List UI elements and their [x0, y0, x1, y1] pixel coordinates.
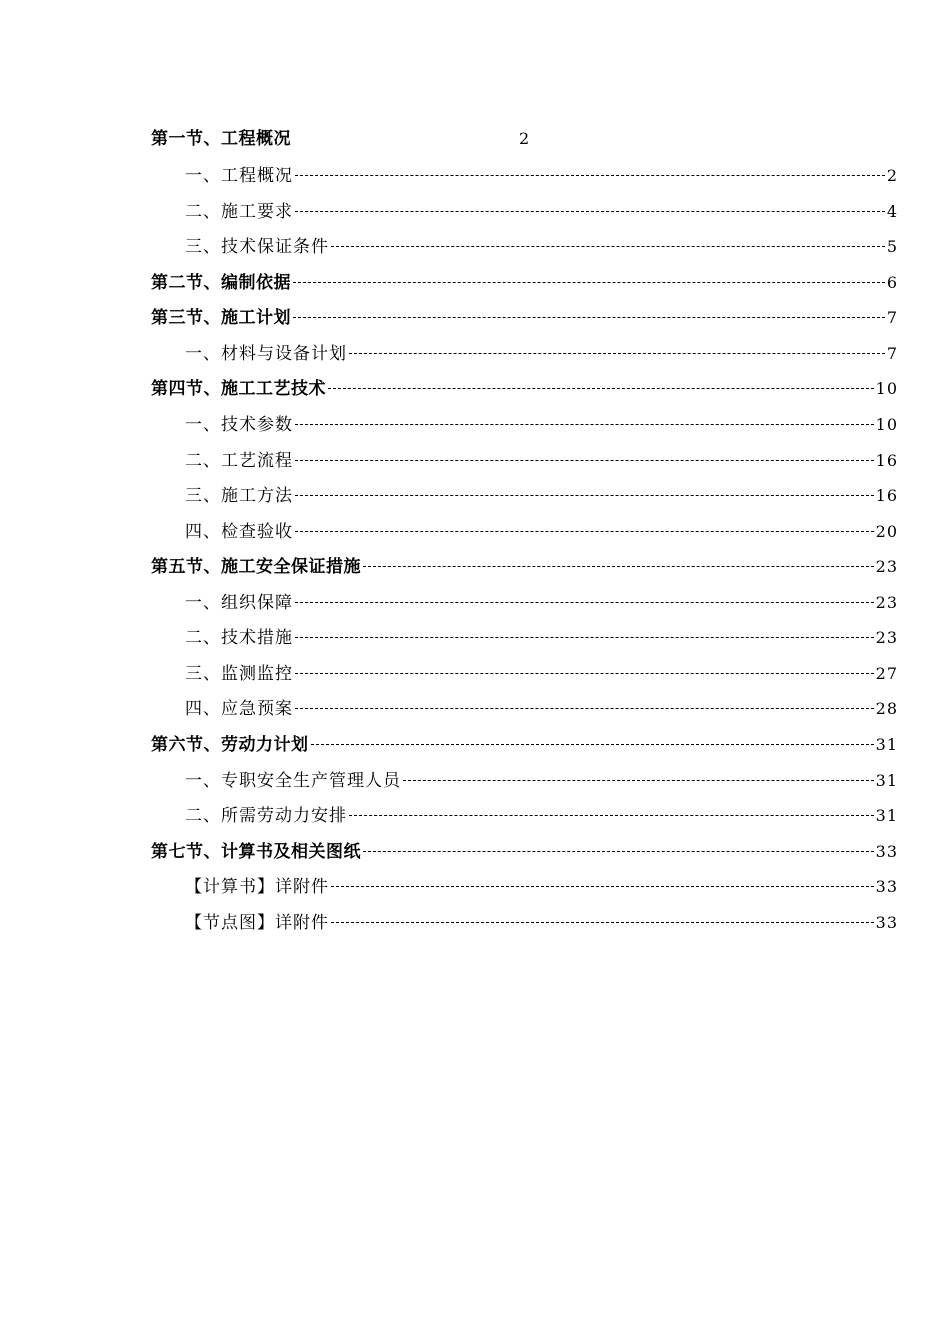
toc-entry-page-number: 33 [875, 842, 898, 861]
toc-entry[interactable] [185, 694, 898, 720]
toc-entry[interactable] [185, 339, 898, 365]
toc-entry-label: 一、工程概况 [185, 166, 293, 186]
dotted-leader [403, 780, 874, 781]
dotted-leader [363, 566, 874, 567]
dotted-leader [293, 282, 885, 283]
dotted-leader [349, 815, 874, 816]
toc-entry-section[interactable] [151, 552, 898, 578]
toc-entry[interactable] [185, 801, 898, 827]
toc-entry-section[interactable] [151, 837, 898, 863]
toc-entry-page-number: 2 [519, 129, 530, 148]
dotted-leader [331, 886, 874, 887]
toc-entry-page-number: 31 [875, 735, 898, 754]
toc-entry-page-number: 6 [886, 273, 898, 292]
toc-entry-label: 四、应急预案 [185, 699, 293, 719]
toc-entry-label: 二、施工要求 [185, 202, 293, 222]
toc-entry[interactable] [185, 623, 898, 649]
toc-entry[interactable] [185, 232, 898, 258]
toc-entry-label: 一、技术参数 [185, 415, 293, 435]
toc-entry-label: 三、技术保证条件 [185, 237, 329, 257]
dotted-leader [295, 673, 874, 674]
toc-entry-label: 二、所需劳动力安排 [185, 806, 347, 826]
dotted-leader [295, 531, 874, 532]
toc-entry-label: 【计算书】详附件 [185, 877, 329, 897]
dotted-leader [293, 317, 885, 318]
toc-entry-label: 第五节、施工安全保证措施 [151, 557, 361, 577]
dotted-leader [311, 744, 874, 745]
dotted-leader [295, 460, 874, 461]
toc-entry-page-number: 10 [875, 379, 898, 398]
toc-entry-page-number: 5 [886, 237, 898, 256]
dotted-leader [331, 246, 885, 247]
dotted-leader [328, 388, 874, 389]
dotted-leader [295, 602, 874, 603]
dotted-leader [295, 708, 874, 709]
toc-entry-label: 三、监测监控 [185, 664, 293, 684]
dotted-leader [295, 424, 874, 425]
dotted-leader [295, 211, 885, 212]
toc-entry-label: 【节点图】详附件 [185, 913, 329, 933]
toc-entry-page-number: 23 [875, 593, 898, 612]
toc-entry-label: 一、专职安全生产管理人员 [185, 771, 401, 791]
toc-entry[interactable] [185, 197, 898, 223]
toc-entry-label: 第四节、施工工艺技术 [151, 379, 326, 399]
toc-entry-page-number: 23 [875, 628, 898, 647]
toc-entry-label: 第三节、施工计划 [151, 308, 291, 328]
toc-entry-section[interactable] [151, 730, 898, 756]
toc-entry[interactable] [185, 481, 898, 507]
toc-entry-page-number: 28 [875, 699, 898, 718]
toc-entry-label: 一、材料与设备计划 [185, 344, 347, 364]
toc-entry-page-number: 31 [875, 771, 898, 790]
toc-entry-page-number: 31 [875, 806, 898, 825]
toc-entry-page-number: 33 [875, 913, 898, 932]
toc-entry-section[interactable] [151, 303, 898, 329]
toc-entry-section[interactable] [151, 268, 898, 294]
toc-entry-label: 第一节、工程概况 [151, 129, 291, 149]
toc-entry-label: 四、检查验收 [185, 522, 293, 542]
toc-entry-section[interactable] [151, 374, 898, 400]
toc-entry[interactable] [185, 588, 898, 614]
dotted-leader [363, 851, 874, 852]
toc-entry-page-number: 16 [875, 486, 898, 505]
toc-entry-label: 第七节、计算书及相关图纸 [151, 842, 361, 862]
toc-entry-page-number: 4 [886, 202, 898, 221]
toc-entry-label: 二、工艺流程 [185, 451, 293, 471]
dotted-leader [295, 495, 874, 496]
toc-entry[interactable] [185, 161, 898, 187]
toc-entry[interactable] [185, 908, 898, 934]
toc-entry[interactable] [185, 446, 898, 472]
toc-entry[interactable] [185, 659, 898, 685]
toc-entry[interactable] [185, 766, 898, 792]
toc-entry-page-number: 23 [875, 557, 898, 576]
toc-entry-label: 第六节、劳动力计划 [151, 735, 309, 755]
dotted-leader [295, 637, 874, 638]
dotted-leader [349, 353, 885, 354]
dotted-leader [295, 175, 885, 176]
toc-entry-label: 第二节、编制依据 [151, 273, 291, 293]
dotted-leader [331, 922, 874, 923]
toc-entry-page-number: 2 [886, 166, 898, 185]
toc-entry[interactable] [185, 517, 898, 543]
toc-entry-page-number: 20 [875, 522, 898, 541]
toc-entry-page-number: 7 [886, 308, 898, 327]
toc-entry-page-number: 7 [886, 344, 898, 363]
toc-entry-page-number: 33 [875, 877, 898, 896]
toc-entry-label: 一、组织保障 [185, 593, 293, 613]
toc-entry-label: 二、技术措施 [185, 628, 293, 648]
toc-entry-page-number: 27 [875, 664, 898, 683]
toc-entry[interactable] [185, 410, 898, 436]
toc-entry-page-number: 10 [875, 415, 898, 434]
toc-entry-page-number: 16 [875, 451, 898, 470]
toc-entry[interactable] [185, 872, 898, 898]
toc-entry-label: 三、施工方法 [185, 486, 293, 506]
